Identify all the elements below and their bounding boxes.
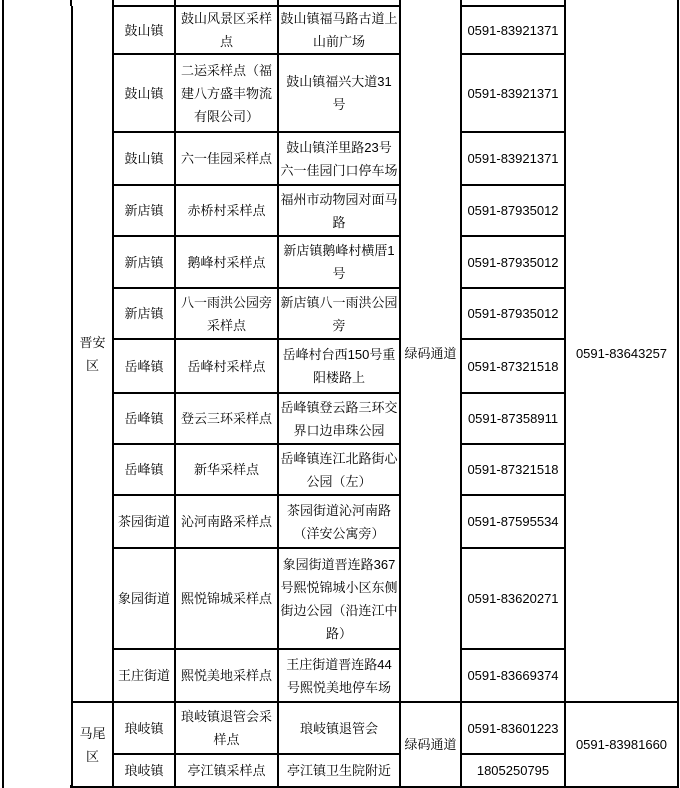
site-cell: 琅岐镇退管会采样点 [175, 702, 278, 754]
address-cell: 岳峰镇连江北路街心公园（左） [278, 444, 400, 495]
hotline-cell: 0591-83981660 [565, 702, 678, 787]
phone-cell: 0591-87935012 [461, 288, 565, 339]
address-cell: 岳峰村台西150号重阳楼路上 [278, 339, 400, 393]
site-cell: 登云三环采样点 [175, 393, 278, 444]
column-grid-stub [564, 0, 566, 6]
town-cell: 王庄街道 [113, 649, 175, 702]
phone-cell: 0591-83921371 [461, 6, 565, 54]
town-cell: 新店镇 [113, 185, 175, 236]
site-cell: 熙悦美地采样点 [175, 649, 278, 702]
site-cell: 沁河南路采样点 [175, 495, 278, 548]
hotline-cell: 0591-83643257 [565, 6, 678, 702]
column-grid-stub [677, 0, 679, 6]
address-cell: 新店镇鹅峰村横厝1号 [278, 236, 400, 288]
phone-cell: 0591-87321518 [461, 444, 565, 495]
town-cell: 鼓山镇 [113, 132, 175, 185]
town-cell: 琅岐镇 [113, 702, 175, 754]
phone-cell: 1805250795 [461, 754, 565, 787]
phone-cell: 0591-83921371 [461, 54, 565, 132]
channel-cell: 绿码通道 [400, 702, 461, 787]
phone-cell: 0591-87358911 [461, 393, 565, 444]
sampling-sites-table [2, 5, 679, 788]
address-cell: 福州市动物园对面马路 [278, 185, 400, 236]
phone-cell: 0591-87935012 [461, 185, 565, 236]
town-cell: 岳峰镇 [113, 393, 175, 444]
column-grid-stub [460, 0, 462, 6]
phone-cell: 0591-83601223 [461, 702, 565, 754]
region-cell [3, 6, 72, 787]
town-cell: 象园街道 [113, 548, 175, 649]
address-cell: 王庄街道晋连路44号熙悦美地停车场 [278, 649, 400, 702]
town-cell: 鼓山镇 [113, 6, 175, 54]
column-grid-stub [70, 0, 72, 6]
address-cell: 亭江镇卫生院附近 [278, 754, 400, 787]
column-grid-stub [174, 0, 176, 6]
address-cell: 茶园街道沁河南路（洋安公寓旁） [278, 495, 400, 548]
phone-cell: 0591-87935012 [461, 236, 565, 288]
town-cell: 琅岐镇 [113, 754, 175, 787]
phone-cell: 0591-83669374 [461, 649, 565, 702]
column-grid-stub [399, 0, 401, 6]
town-cell: 岳峰镇 [113, 444, 175, 495]
address-cell: 琅岐镇退管会 [278, 702, 400, 754]
address-cell: 鼓山镇洋里路23号六一佳园门口停车场 [278, 132, 400, 185]
site-cell: 赤桥村采样点 [175, 185, 278, 236]
address-cell: 鼓山镇福兴大道31号 [278, 54, 400, 132]
address-cell: 象园街道晋连路367号熙悦锦城小区东侧街边公园（沿连江中路） [278, 548, 400, 649]
site-cell: 鼓山风景区采样点 [175, 6, 278, 54]
column-grid-stub [277, 0, 279, 6]
table-row [3, 702, 678, 754]
column-grid-stub [2, 0, 4, 6]
site-cell: 新华采样点 [175, 444, 278, 495]
town-cell: 鼓山镇 [113, 54, 175, 132]
site-cell: 亭江镇采样点 [175, 754, 278, 787]
town-cell: 新店镇 [113, 236, 175, 288]
address-cell: 岳峰镇登云路三环交界口边串珠公园 [278, 393, 400, 444]
town-cell: 岳峰镇 [113, 339, 175, 393]
site-cell: 熙悦锦城采样点 [175, 548, 278, 649]
phone-cell: 0591-83620271 [461, 548, 565, 649]
town-cell: 茶园街道 [113, 495, 175, 548]
phone-cell: 0591-83921371 [461, 132, 565, 185]
site-cell: 鹅峰村采样点 [175, 236, 278, 288]
district-cell: 晋安区 [72, 6, 113, 702]
table-row [3, 6, 678, 54]
site-cell: 岳峰村采样点 [175, 339, 278, 393]
channel-cell: 绿码通道 [400, 6, 461, 702]
site-cell: 八一雨洪公园旁采样点 [175, 288, 278, 339]
site-cell: 六一佳园采样点 [175, 132, 278, 185]
address-cell: 鼓山镇福马路古道上山前广场 [278, 6, 400, 54]
town-cell: 新店镇 [113, 288, 175, 339]
district-cell: 马尾区 [72, 702, 113, 787]
phone-cell: 0591-87321518 [461, 339, 565, 393]
site-cell: 二运采样点（福建八方盛丰物流有限公司） [175, 54, 278, 132]
phone-cell: 0591-87595534 [461, 495, 565, 548]
column-grid-stub [112, 0, 114, 6]
address-cell: 新店镇八一雨洪公园旁 [278, 288, 400, 339]
